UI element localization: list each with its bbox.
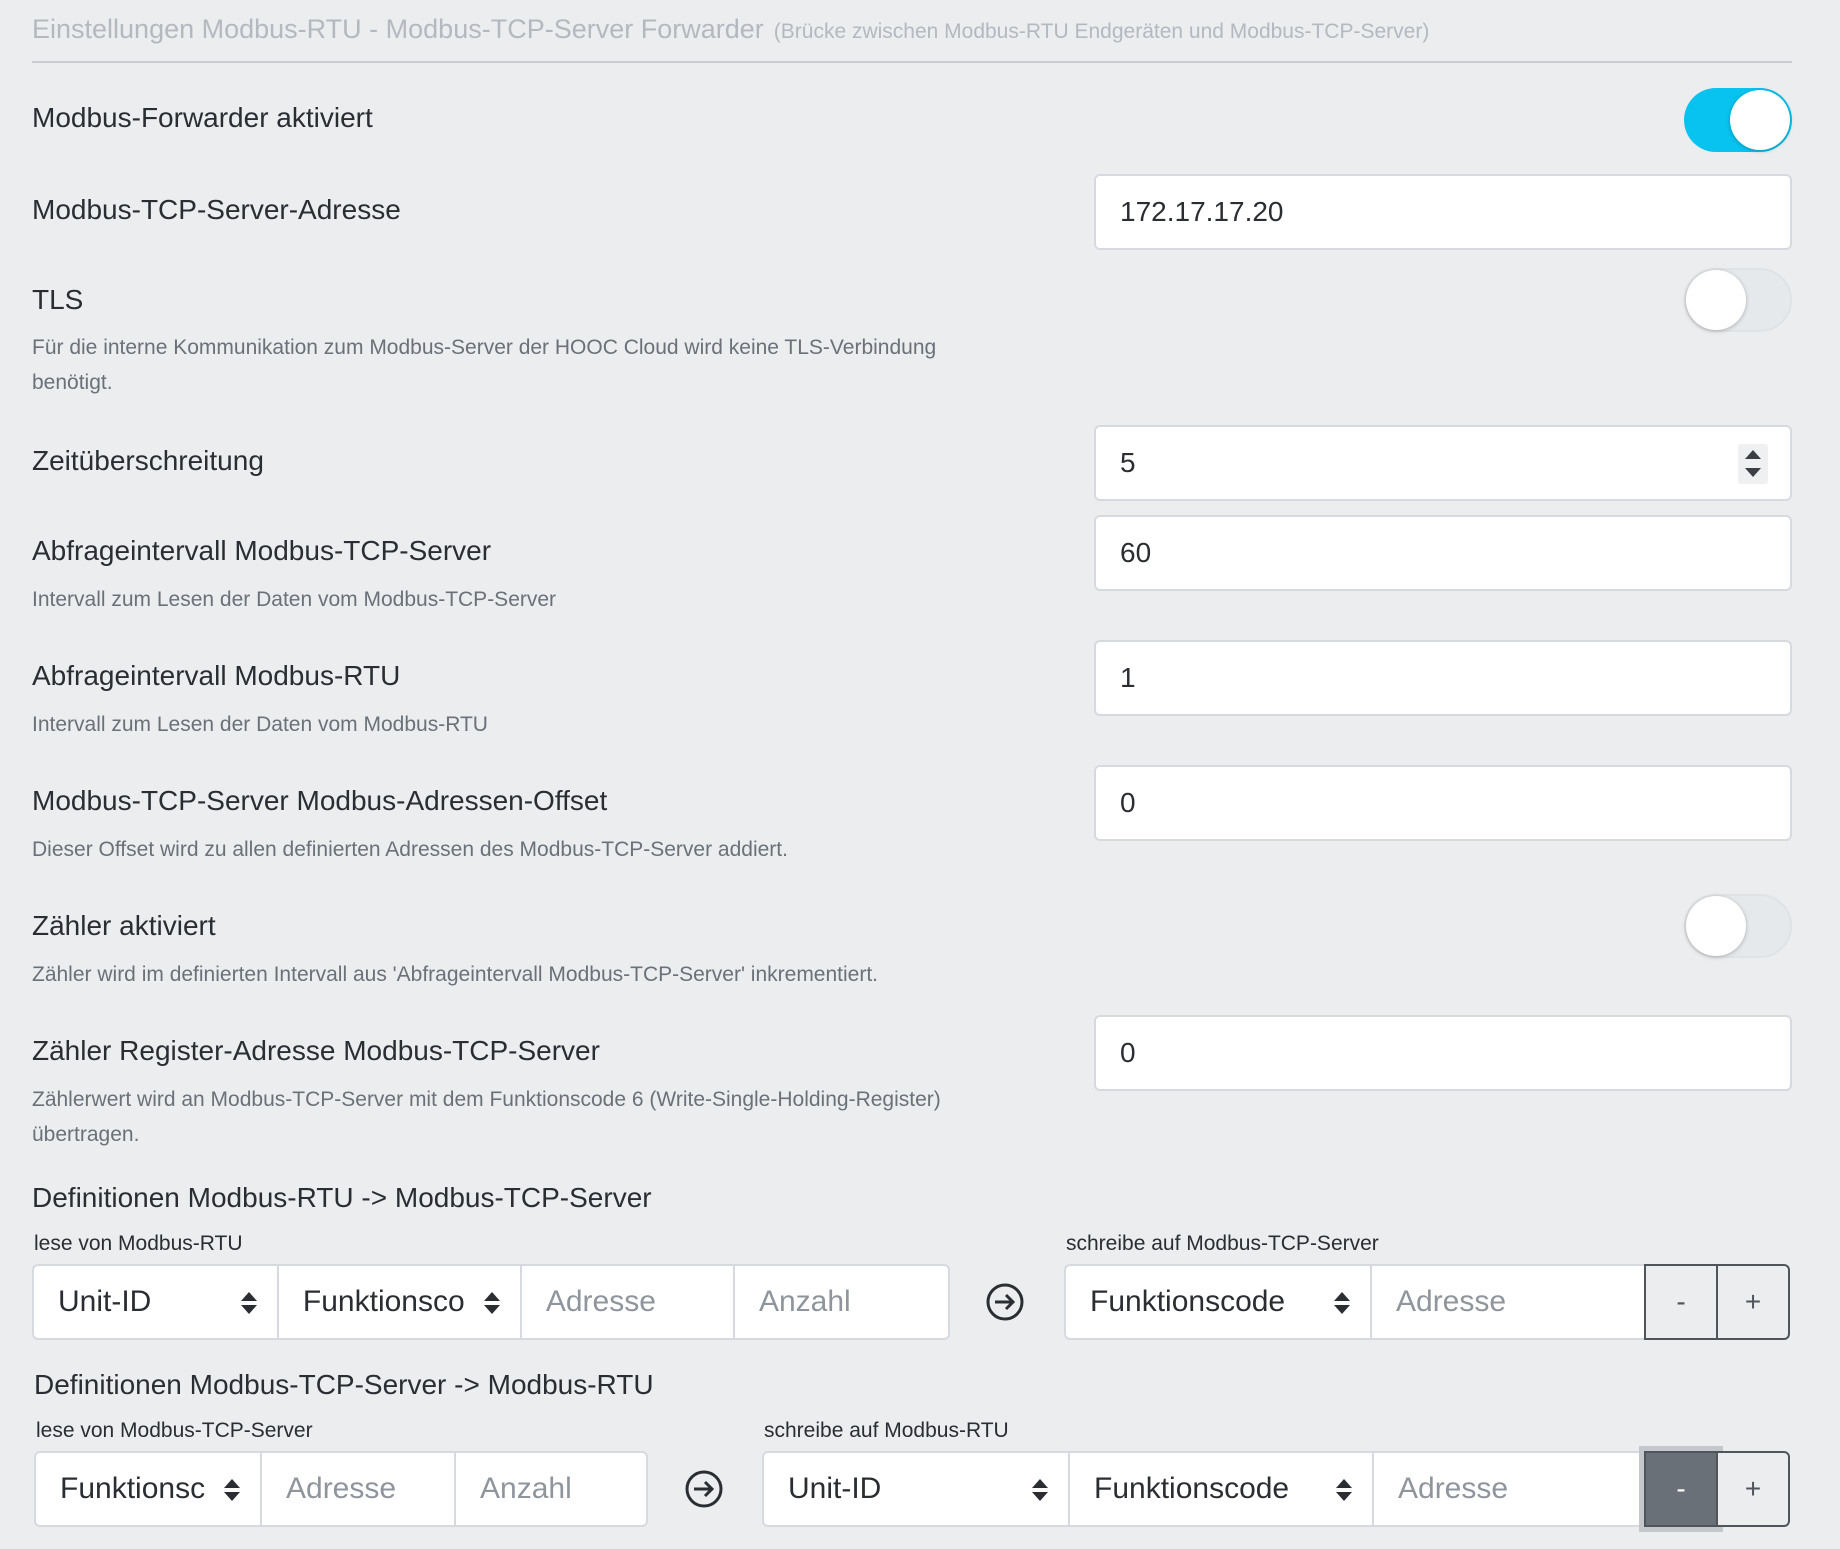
rtu-write-address-placeholder: Adresse	[1398, 1472, 1509, 1505]
function-code-select-value: Funktionsco	[302, 1285, 465, 1318]
write-function-code-select[interactable]	[1066, 1266, 1372, 1338]
forwarder-toggle[interactable]	[1684, 88, 1792, 152]
tcp-function-code-select-value: Funktionsc	[60, 1472, 206, 1505]
poll-rtu-description: Intervall zum Lesen der Daten vom Modbus-RTU	[32, 713, 488, 736]
server-address-value: 172.17.17.20	[1120, 196, 1284, 227]
timeout-value: 5	[1120, 447, 1136, 478]
sort-caret-icon	[484, 1292, 498, 1314]
offset-label: Modbus-TCP-Server Modbus-Adressen-Offset	[32, 785, 608, 816]
tcp-function-code-select[interactable]	[36, 1453, 262, 1525]
counter-register-input[interactable]	[1094, 1015, 1792, 1091]
arrow-right-circle-icon	[684, 1469, 724, 1509]
spin-up-icon[interactable]	[1745, 450, 1761, 459]
toggle-knob	[1730, 90, 1790, 150]
page-title-text: Einstellungen Modbus-RTU - Modbus-TCP-Server Forwarder	[32, 14, 764, 44]
offset-description: Dieser Offset wird zu allen definierten Adressen des Modbus-TCP-Server addiert.	[32, 838, 788, 861]
poll-tcp-input[interactable]	[1094, 515, 1792, 591]
add-definition-button[interactable]: +	[1716, 1451, 1790, 1527]
counter-label: Zähler aktiviert	[32, 910, 216, 941]
offset-value: 0	[1120, 787, 1136, 818]
tcp-read-count-placeholder: Anzahl	[480, 1472, 572, 1505]
poll-tcp-value: 60	[1120, 537, 1152, 568]
tls-toggle[interactable]	[1684, 268, 1792, 332]
poll-tcp-label: Abfrageintervall Modbus-TCP-Server	[32, 535, 492, 566]
poll-rtu-label: Abfrageintervall Modbus-RTU	[32, 660, 401, 691]
write-address-input[interactable]	[1372, 1266, 1644, 1338]
page-title	[32, 14, 1429, 45]
counter-description: Zähler wird im definierten Intervall aus 'Abfrageintervall Modbus-TCP-Server' inkrementiert.	[32, 963, 879, 986]
def-tcp-rtu-read-group	[34, 1451, 648, 1527]
remove-definition-button[interactable]: -	[1644, 1264, 1718, 1340]
def-rtu-tcp-read-label: lese von Modbus-RTU	[34, 1232, 243, 1255]
counter-register-label: Zähler Register-Adresse Modbus-TCP-Server	[32, 1035, 600, 1066]
unit-id-select[interactable]	[34, 1266, 279, 1338]
read-address-input[interactable]	[522, 1266, 735, 1338]
def-tcp-rtu-write-group	[762, 1451, 1646, 1527]
tls-description: Für die interne Kommunikation zum Modbus-Server der HOOC Cloud wird keine TLS-Verbindung benötigt.	[32, 336, 937, 394]
page-subtitle: (Brücke zwischen Modbus-RTU Endgeräten und Modbus-TCP-Server)	[773, 20, 1430, 43]
def-rtu-tcp-write-label: schreibe auf Modbus-TCP-Server	[1066, 1232, 1379, 1255]
tls-label: TLS	[32, 284, 84, 315]
def-tcp-rtu-read-label: lese von Modbus-TCP-Server	[36, 1419, 313, 1442]
remove-definition-button[interactable]: -	[1644, 1451, 1718, 1527]
toggle-knob	[1686, 270, 1746, 330]
sort-caret-icon	[1334, 1292, 1348, 1314]
server-address-label: Modbus-TCP-Server-Adresse	[32, 194, 401, 225]
sort-caret-icon	[1336, 1479, 1350, 1501]
read-count-input[interactable]	[735, 1266, 948, 1338]
header-divider	[32, 61, 1792, 63]
forwarder-label: Modbus-Forwarder aktiviert	[32, 102, 373, 133]
rtu-function-code-select[interactable]	[1070, 1453, 1374, 1525]
def-tcp-rtu-write-label: schreibe auf Modbus-RTU	[764, 1419, 1009, 1442]
sort-caret-icon	[241, 1292, 255, 1314]
tcp-read-address-placeholder: Adresse	[286, 1472, 397, 1505]
poll-rtu-input[interactable]	[1094, 640, 1792, 716]
read-address-placeholder: Adresse	[545, 1285, 656, 1318]
def-tcp-rtu-buttons	[1644, 1451, 1790, 1527]
rtu-unit-id-select[interactable]	[764, 1453, 1070, 1525]
timeout-input[interactable]	[1094, 425, 1792, 501]
toggle-knob	[1686, 896, 1746, 956]
unit-id-select-value: Unit-ID	[58, 1285, 152, 1318]
rtu-write-address-input[interactable]	[1374, 1453, 1644, 1525]
sort-caret-icon	[1032, 1479, 1046, 1501]
write-address-placeholder: Adresse	[1396, 1285, 1507, 1318]
def-tcp-rtu-title: Definitionen Modbus-TCP-Server -> Modbus-RTU	[34, 1369, 654, 1400]
write-function-code-select-value: Funktionscode	[1090, 1285, 1286, 1318]
spin-down-icon[interactable]	[1745, 468, 1761, 477]
number-spinner[interactable]	[1738, 444, 1768, 484]
counter-register-description: Zählerwert wird an Modbus-TCP-Server mit dem Funktionscode 6 (Write-Single-Holding-Register) übertragen.	[32, 1088, 941, 1146]
def-rtu-tcp-read-group	[32, 1264, 950, 1340]
read-count-placeholder: Anzahl	[758, 1285, 851, 1318]
tcp-read-address-input[interactable]	[262, 1453, 456, 1525]
def-rtu-tcp-write-group	[1064, 1264, 1646, 1340]
server-address-input[interactable]	[1094, 174, 1792, 250]
arrow-right-circle-icon	[985, 1282, 1025, 1322]
function-code-select[interactable]	[279, 1266, 522, 1338]
rtu-unit-id-select-value: Unit-ID	[788, 1472, 882, 1505]
offset-input[interactable]	[1094, 765, 1792, 841]
def-rtu-tcp-buttons	[1644, 1264, 1790, 1340]
rtu-function-code-select-value: Funktionscode	[1094, 1472, 1290, 1505]
tcp-read-count-input[interactable]	[456, 1453, 646, 1525]
poll-rtu-value: 1	[1120, 662, 1136, 693]
def-rtu-tcp-title: Definitionen Modbus-RTU -> Modbus-TCP-Server	[32, 1182, 652, 1213]
poll-tcp-description: Intervall zum Lesen der Daten vom Modbus-TCP-Server	[32, 588, 557, 611]
timeout-label: Zeitüberschreitung	[32, 445, 264, 476]
add-definition-button[interactable]: +	[1716, 1264, 1790, 1340]
sort-caret-icon	[224, 1479, 238, 1501]
counter-toggle[interactable]	[1684, 894, 1792, 958]
counter-register-value: 0	[1120, 1037, 1136, 1068]
